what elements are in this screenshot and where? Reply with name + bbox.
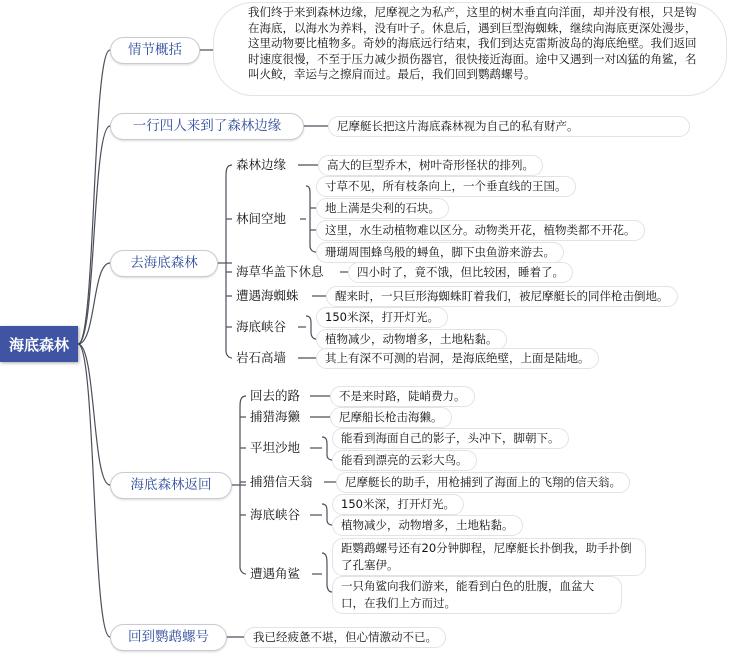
clearing-leaf-3: 这里，水生动植物难以区分。动物类开花，植物类都不开花。 xyxy=(316,220,645,241)
clearing-leaf-1: 寸草不见，所有枝条向上，一个垂直线的王国。 xyxy=(316,176,576,197)
branch-back-title[interactable]: 回到鹦鹉螺号 xyxy=(110,624,227,651)
forest-cliff-leaf: 其上有深不可测的岩洞，是海底绝壁，上面是陆地。 xyxy=(316,348,599,369)
forest-edge-leaf: 高大的巨型乔木，树叶奇形怪状的排列。 xyxy=(318,155,543,176)
return-sand-leaf-1: 能看到海面自己的影子，头冲下，脚朝下。 xyxy=(332,428,569,449)
return-canyon-leaf-1: 150米深，打开灯光。 xyxy=(332,494,464,515)
forest-spider-label[interactable]: 遭遇海蜘蛛 xyxy=(236,288,299,303)
forest-edge-label[interactable]: 森林边缘 xyxy=(236,157,287,172)
forest-spider-leaf: 醒来时，一只巨形海蜘蛛盯着我们，被尼摩艇长的同伴枪击倒地。 xyxy=(326,286,678,307)
branch-forest-title[interactable]: 去海底森林 xyxy=(110,250,218,277)
return-otter-leaf: 尼摩船长枪击海獭。 xyxy=(330,407,452,428)
forest-canyon-leaf-2: 植物减少，动物增多，土地粘黏。 xyxy=(316,329,507,350)
return-otter-label[interactable]: 捕猎海獭 xyxy=(250,409,301,424)
back-leaf: 我已经疲惫不堪，但心情激动不已。 xyxy=(244,627,446,648)
return-sand-label[interactable]: 平坦沙地 xyxy=(250,440,301,455)
clearing-leaf-4: 珊瑚周围蜂鸟般的蟳鱼，脚下虫鱼游来游去。 xyxy=(316,242,564,263)
return-shark-leaf-2: 一只角鲨向我们游来，能看到白色的肚腹，血盆大口，在我们上方而过。 xyxy=(332,576,622,614)
forest-canyon-leaf-1: 150米深，打开灯光。 xyxy=(316,307,448,328)
clearing-leaf-2: 地上满是尖利的石块。 xyxy=(316,198,449,219)
forest-cliff-label[interactable]: 岩石高墙 xyxy=(236,350,287,365)
summary-text: 我们终于来到森林边缘，尼摩视之为私产，这里的树木垂直向洋面，却并没有根，只是钩在海底，以海水为养料，没有叶子。休息后，遇到巨型海蜘蛛，继续向海底更深处漫步，这里动物要比植物多。奇妙的海底远行结束，我们到达克雷斯波岛的海底绝壁。我们返回时速度很慢，不至于压力减少损伤器官，很快接近海面。途中又遇到一对凶猛的角鲨，名叫火鲛，幸运与之擦肩而过。最后，我们回到鹦鹉螺号。 xyxy=(213,2,727,96)
return-sand-leaf-2: 能看到漂亮的云彩大鸟。 xyxy=(332,450,477,471)
return-canyon-label[interactable]: 海底峡谷 xyxy=(250,507,301,522)
forest-canyon-label[interactable]: 海底峡谷 xyxy=(236,319,287,334)
branch-summary-title[interactable]: 情节概括 xyxy=(110,37,200,64)
return-bird-leaf: 尼摩艇长的助手，用枪捕到了海面上的飞翔的信天翁。 xyxy=(336,472,630,493)
root-node[interactable]: 海底森林 xyxy=(0,326,78,362)
return-canyon-leaf-2: 植物减少，动物增多，土地粘黏。 xyxy=(332,515,523,536)
forest-rest-leaf: 四小时了，竟不饿，但比较困，睡着了。 xyxy=(348,262,573,283)
arrive-leaf: 尼摩艇长把这片海底森林视为自己的私有财产。 xyxy=(328,116,690,137)
return-road-leaf: 不是来时路，陡峭费力。 xyxy=(330,386,475,407)
return-road-label[interactable]: 回去的路 xyxy=(250,388,301,403)
return-shark-label[interactable]: 遭遇角鲨 xyxy=(250,566,301,581)
forest-rest-label[interactable]: 海草华盖下休息 xyxy=(236,264,324,279)
return-bird-label[interactable]: 捕猎信天翁 xyxy=(250,474,313,489)
return-shark-leaf-1: 距鹦鹉螺号还有20分钟脚程，尼摩艇长扑倒我，助手扑倒了孔塞伊。 xyxy=(332,538,646,576)
branch-arrive-title[interactable]: 一行四人来到了森林边缘 xyxy=(110,113,304,140)
forest-clearing-label[interactable]: 林间空地 xyxy=(236,211,287,226)
branch-return-title[interactable]: 海底森林返回 xyxy=(110,472,232,499)
